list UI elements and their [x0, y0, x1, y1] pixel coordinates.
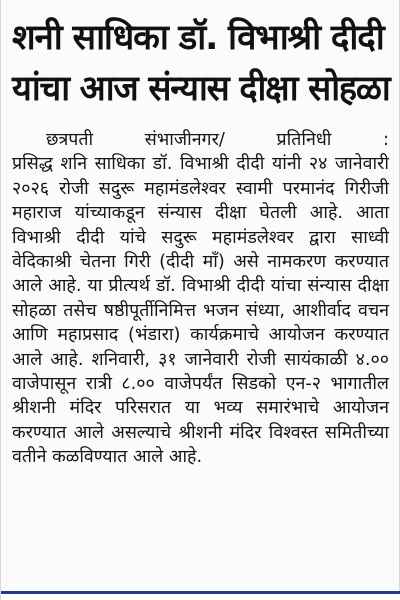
page-edge [1, 594, 400, 600]
headline-line-1: शनी साधिका डॉ. विभाश्री दीदी [12, 18, 384, 58]
headline [12, 13, 392, 115]
headline-line-2: यांचा आज संन्यास दीक्षा सोहळा [12, 69, 390, 109]
article-text: प्रसिद्ध शनि साधिका डॉ. विभाश्री दीदी यांनी २४ जानेवारी २०२६ रोजी सदुरू महामंडलेश्वर स्वामी परमानंद गिरीजी महाराज यांच्याकडून संन्यास दीक्षा घेतली आहे. आता विभाश्री दीदी यांचे सदुरू महामंडलेश्वर द्वारा साध्वी वेदिकाश्री चेतना गिरी (दीदी माँ) असे नामकरण करण्यात आले आहे. या प्रीत्यर्थ डॉ. विभाश्री दीदी यांचा संन्यास दीक्षा सोहळा तसेच षष्ठीपूर्तीनिमित्त भजन संध्या, आशीर्वाद वचन आणि महाप्रसाद (भंडारा) कार्यक्रमाचे आयोजन करण्यात आले आहे. शनिवारी, ३१ जानेवारी रोजी सायंकाळी ४.०० वाजेपासून रात्री ८.०० वाजेपर्यंत सिडको एन-२ भागातील श्रीशनी मंदिर परिसरात या भव्य समारंभाचे आयोजन करण्यात आले असल्याचे श्रीशनी मंदिर विश्वस्त समितीच्या वतीने कळविण्यात आले आहे. [12, 153, 389, 468]
article-dateline: छत्रपती संभाजीनगर/ प्रतिनिधी : [46, 129, 389, 150]
article-body [12, 128, 389, 470]
